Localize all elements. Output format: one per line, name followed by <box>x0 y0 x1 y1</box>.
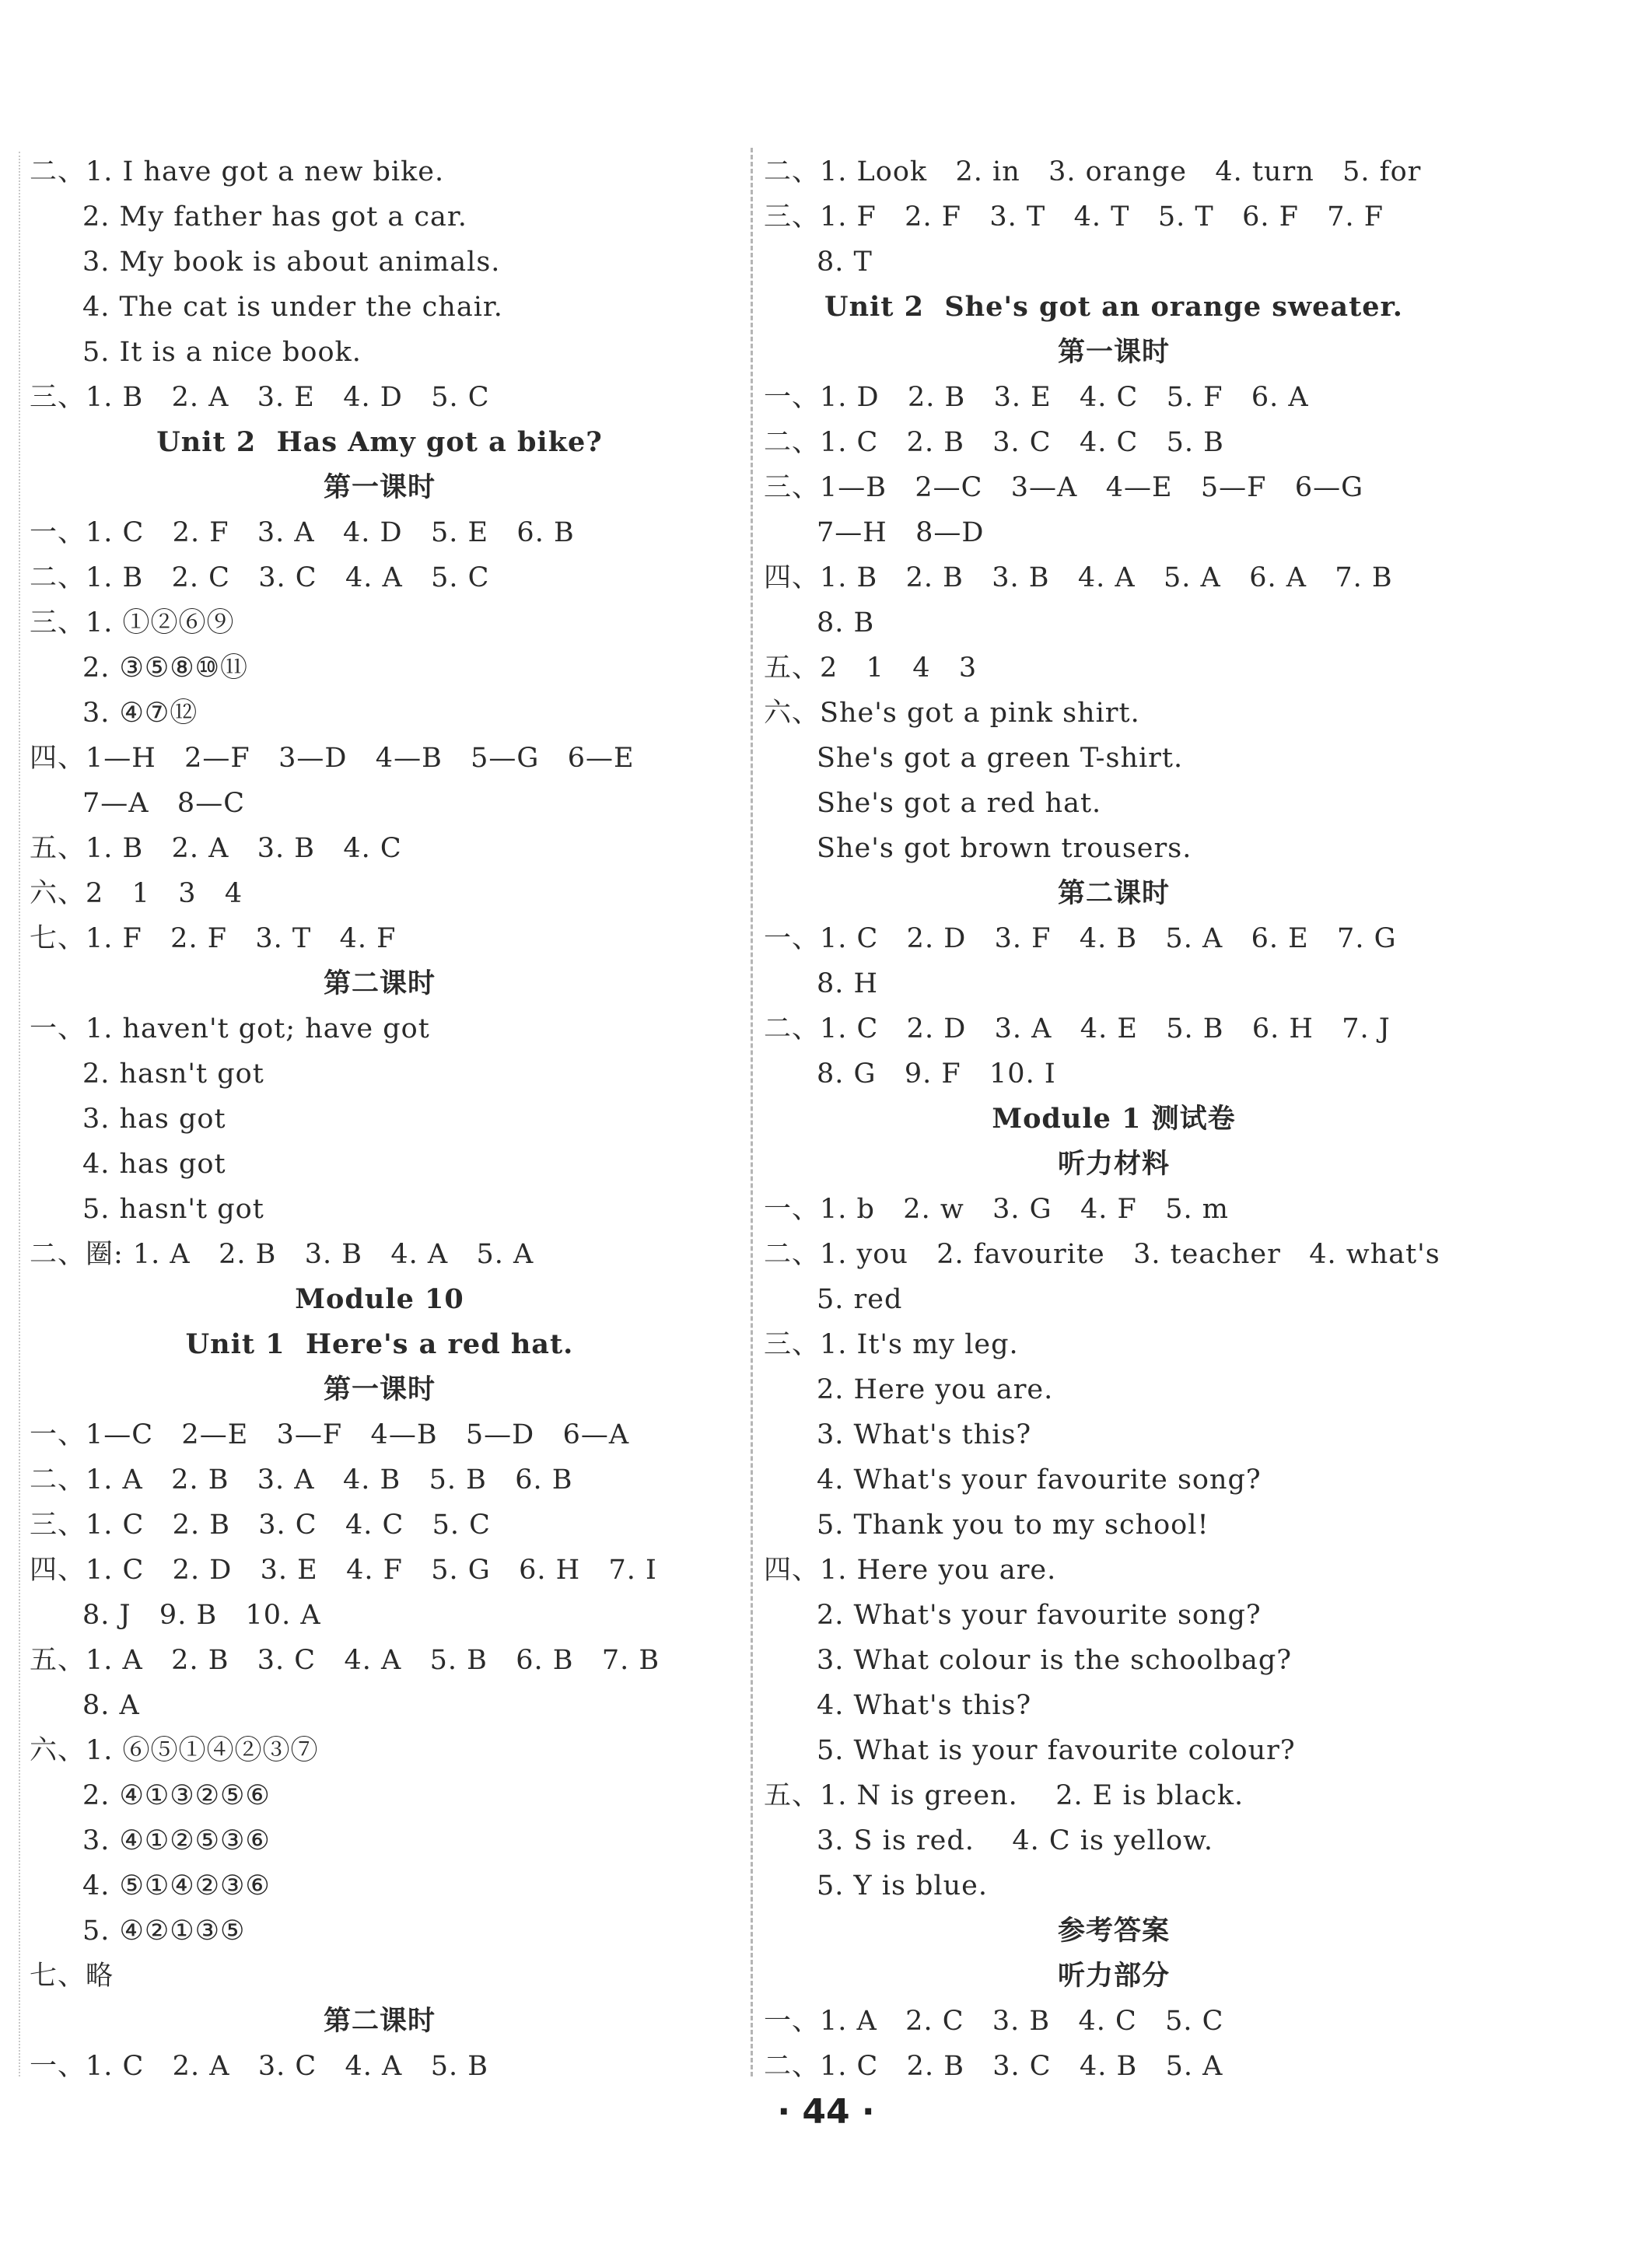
answer-line: 三、1. It's my leg. <box>764 1329 1019 1360</box>
answer-line: 2. ③⑤⑧⑩⑪ <box>82 652 249 684</box>
lesson-heading: 第二课时 <box>323 2006 436 2037</box>
section-heading: Unit 2 Has Amy got a bike? <box>156 426 603 458</box>
section-heading: Unit 1 Here's a red hat. <box>185 1328 574 1360</box>
answer-line: 4. What's your favourite song? <box>817 1464 1262 1496</box>
answer-line: 5. hasn't got <box>82 1194 264 1225</box>
answer-line: She's got a red hat. <box>817 788 1102 819</box>
answer-line: 四、1. B 2. B 3. B 4. A 5. A 6. A 7. B <box>764 562 1393 593</box>
answer-line: She's got a green T-shirt. <box>817 743 1184 774</box>
answer-line: 三、1. C 2. B 3. C 4. C 5. C <box>30 1510 491 1541</box>
answer-line: 5. Y is blue. <box>817 1870 989 1901</box>
lesson-heading: 第一课时 <box>323 472 436 503</box>
answer-line: 五、1. B 2. A 3. B 4. C <box>30 833 402 864</box>
answer-line: 8. H <box>817 968 879 999</box>
answer-line: 3. What's this? <box>817 1419 1032 1450</box>
answer-line: 六、2 1 3 4 <box>30 878 243 909</box>
answer-line: 一、1. D 2. B 3. E 4. C 5. F 6. A <box>764 382 1309 413</box>
lesson-heading: 听力部分 <box>1057 1961 1170 1992</box>
answer-line: 8. T <box>817 247 873 278</box>
answer-line: 8. B <box>817 607 875 638</box>
answer-line: 7—H 8—D <box>817 517 985 548</box>
answer-line: 3. My book is about animals. <box>82 247 501 278</box>
answer-line: 四、1—H 2—F 3—D 4—B 5—G 6—E <box>30 743 635 774</box>
answer-line: 5. ④②①③⑤ <box>82 1915 246 1947</box>
answer-line: 二、1. A 2. B 3. A 4. B 5. B 6. B <box>30 1464 573 1496</box>
answer-line: 4. What's this? <box>817 1690 1032 1721</box>
answer-line: 三、1. B 2. A 3. E 4. D 5. C <box>30 382 490 413</box>
section-heading: Module 1 测试卷 <box>992 1103 1236 1135</box>
answer-line: 七、1. F 2. F 3. T 4. F <box>30 923 397 954</box>
answer-line: 5. It is a nice book. <box>82 337 362 368</box>
answer-line: 3. ④①②⑤③⑥ <box>82 1825 271 1856</box>
section-heading: Module 10 <box>295 1283 464 1315</box>
lesson-heading: 参考答案 <box>1057 1915 1170 1947</box>
answer-line: 二、1. C 2. B 3. C 4. C 5. B <box>764 427 1224 458</box>
answer-line: 三、1—B 2—C 3—A 4—E 5—F 6—G <box>764 472 1364 503</box>
answer-line: 二、圈: 1. A 2. B 3. B 4. A 5. A <box>30 1239 534 1270</box>
left-margin-rule <box>19 152 20 2076</box>
answer-line: 二、1. C 2. D 3. A 4. E 5. B 6. H 7. J <box>764 1013 1391 1044</box>
column-divider <box>751 148 753 2076</box>
answer-line: 3. S is red. 4. C is yellow. <box>817 1825 1213 1856</box>
answer-line: 5. What is your favourite colour? <box>817 1735 1296 1766</box>
answer-line: 7—A 8—C <box>82 788 245 819</box>
answer-line: 8. A <box>82 1690 140 1721</box>
page-number: · 44 · <box>777 2092 875 2132</box>
answer-line: 一、1—C 2—E 3—F 4—B 5—D 6—A <box>30 1419 630 1450</box>
answer-line: 四、1. C 2. D 3. E 4. F 5. G 6. H 7. I <box>30 1555 657 1586</box>
answer-line: 5. red <box>817 1284 903 1315</box>
lesson-heading: 听力材料 <box>1057 1149 1170 1180</box>
answer-line: 五、1. N is green. 2. E is black. <box>764 1780 1244 1811</box>
answer-line: 一、1. haven't got; have got <box>30 1013 430 1044</box>
answer-line: 二、1. B 2. C 3. C 4. A 5. C <box>30 562 490 593</box>
section-heading: Unit 2 She's got an orange sweater. <box>824 291 1403 323</box>
answer-line: 一、1. C 2. A 3. C 4. A 5. B <box>30 2051 488 2082</box>
answer-line: 五、1. A 2. B 3. C 4. A 5. B 6. B 7. B <box>30 1645 660 1676</box>
answer-line: 4. The cat is under the chair. <box>82 292 503 323</box>
answer-line: 2. What's your favourite song? <box>817 1600 1262 1631</box>
answer-line: 七、略 <box>30 1961 114 1992</box>
answer-line: 一、1. C 2. F 3. A 4. D 5. E 6. B <box>30 517 575 548</box>
answer-line: 4. ⑤①④②③⑥ <box>82 1870 271 1901</box>
answer-line: 3. has got <box>82 1104 226 1135</box>
answer-line: 一、1. b 2. w 3. G 4. F 5. m <box>764 1194 1229 1225</box>
answer-line: 4. has got <box>82 1149 226 1180</box>
lesson-heading: 第二课时 <box>1057 878 1170 909</box>
answer-line: 六、She's got a pink shirt. <box>764 698 1140 729</box>
right-column <box>764 149 1464 2089</box>
answer-line: 五、2 1 4 3 <box>764 652 978 684</box>
answer-line: 5. Thank you to my school! <box>817 1510 1209 1541</box>
answer-line: 3. ④⑦⑫ <box>82 698 198 729</box>
answer-line: 3. What colour is the schoolbag? <box>817 1645 1293 1676</box>
answer-line: 8. J 9. B 10. A <box>82 1600 321 1631</box>
answer-line: 四、1. Here you are. <box>764 1555 1057 1586</box>
answer-line: 2. hasn't got <box>82 1058 264 1090</box>
lesson-heading: 第一课时 <box>323 1374 436 1405</box>
answer-line: 三、1. ①②⑥⑨ <box>30 607 235 638</box>
answer-line: She's got brown trousers. <box>817 833 1192 864</box>
answer-line: 二、1. you 2. favourite 3. teacher 4. what's <box>764 1239 1440 1270</box>
answer-line: 一、1. A 2. C 3. B 4. C 5. C <box>764 2006 1224 2037</box>
answer-line: 二、1. C 2. B 3. C 4. B 5. A <box>764 2051 1223 2082</box>
answer-line: 一、1. C 2. D 3. F 4. B 5. A 6. E 7. G <box>764 923 1397 954</box>
left-column <box>30 149 730 2089</box>
lesson-heading: 第二课时 <box>323 968 436 999</box>
answer-line: 2. ④①③②⑤⑥ <box>82 1780 271 1811</box>
answer-line: 2. Here you are. <box>817 1374 1054 1405</box>
answer-line: 2. My father has got a car. <box>82 201 467 233</box>
answer-line: 二、1. I have got a new bike. <box>30 156 445 187</box>
answer-line: 二、1. Look 2. in 3. orange 4. turn 5. for <box>764 156 1422 187</box>
lesson-heading: 第一课时 <box>1057 337 1170 368</box>
answer-line: 三、1. F 2. F 3. T 4. T 5. T 6. F 7. F <box>764 201 1384 233</box>
answer-line: 8. G 9. F 10. I <box>817 1058 1056 1090</box>
answer-line: 六、1. ⑥⑤①④②③⑦ <box>30 1735 319 1766</box>
